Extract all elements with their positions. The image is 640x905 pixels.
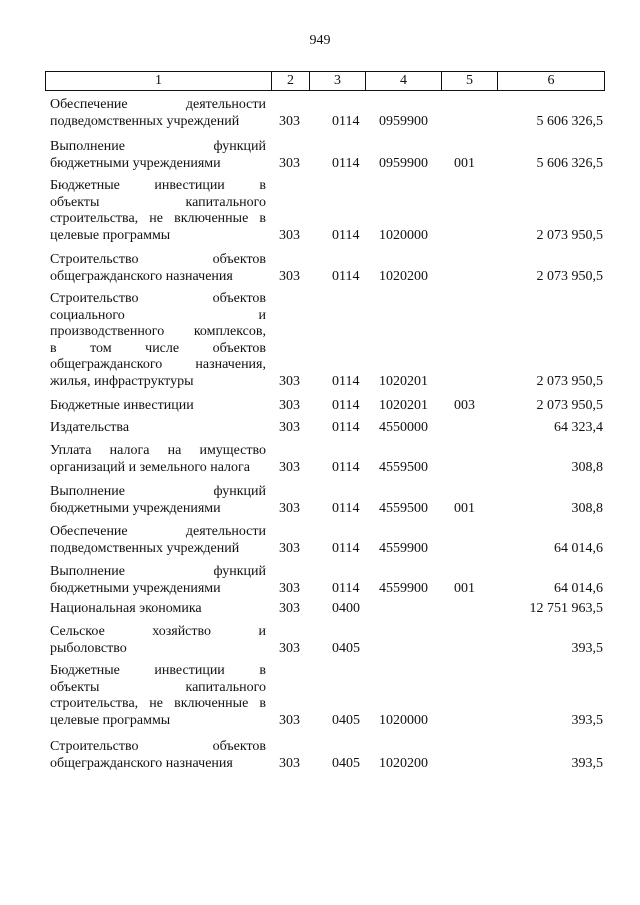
cell-col-5: 001: [454, 500, 475, 516]
cell-col-4: 4559500: [379, 500, 428, 516]
cell-col-6: 2 073 950,5: [536, 398, 603, 413]
description-line: социального и: [50, 307, 266, 323]
cell-col-4: 0959900: [379, 113, 428, 129]
cell-col-3: 0114: [332, 155, 360, 171]
description-line: подведомственных учреждений: [50, 540, 240, 556]
cell-col-2: 303: [279, 601, 300, 616]
description-line: подведомственных учреждений: [50, 113, 240, 129]
description-line: объекты капитального: [50, 679, 266, 695]
cell-col-2: 303: [279, 373, 300, 389]
description-line: строительства, не включенные в: [50, 696, 266, 711]
row-description: [50, 484, 266, 517]
cell-col-3: 0114: [332, 420, 360, 435]
description-line: Выполнение функций: [50, 564, 266, 579]
description-line: производственного комплексов,: [50, 324, 266, 339]
row-description: [50, 524, 266, 557]
cell-col-6: 5 606 326,5: [536, 113, 603, 129]
row-description: [50, 663, 266, 729]
cell-col-2: 303: [279, 580, 300, 596]
cell-col-2: 303: [279, 540, 300, 556]
header-col-3: 3: [309, 72, 365, 90]
cell-col-3: 0114: [332, 540, 360, 556]
description-line: целевые программы: [50, 227, 171, 243]
cell-col-2: 303: [279, 227, 300, 243]
cell-col-3: 0405: [332, 712, 360, 728]
cell-col-6: 2 073 950,5: [536, 227, 603, 243]
cell-col-3: 0114: [332, 500, 360, 516]
cell-col-5: 003: [454, 398, 475, 413]
cell-col-6: 5 606 326,5: [536, 155, 603, 171]
cell-col-3: 0400: [332, 601, 360, 616]
cell-col-3: 0114: [332, 398, 360, 413]
row-description: [50, 398, 266, 415]
description-line: Бюджетные инвестиции: [50, 398, 194, 413]
header-col-5: 5: [441, 72, 497, 90]
row-description: [50, 739, 266, 772]
row-description: [50, 97, 266, 130]
cell-col-5: 001: [454, 155, 475, 171]
cell-col-6: 393,5: [571, 755, 603, 771]
cell-col-6: 64 014,6: [554, 580, 603, 596]
cell-col-2: 303: [279, 113, 300, 129]
description-line: общегражданского назначения: [50, 755, 233, 771]
cell-col-6: 308,8: [571, 459, 603, 475]
cell-col-6: 393,5: [571, 712, 603, 728]
row-description: [50, 564, 266, 597]
cell-col-6: 393,5: [571, 640, 603, 656]
row-description: [50, 601, 266, 618]
cell-col-2: 303: [279, 500, 300, 516]
cell-col-4: 1020201: [379, 373, 428, 389]
description-line: Сельское хозяйство и: [50, 624, 266, 639]
description-line: общегражданского назначения: [50, 268, 233, 284]
description-line: Уплата налога на имущество: [50, 443, 266, 458]
cell-col-4: 4559900: [379, 580, 428, 596]
cell-col-5: 001: [454, 580, 475, 596]
cell-col-4: 1020201: [379, 398, 428, 413]
description-line: объекты капитального: [50, 194, 266, 210]
row-description: [50, 420, 266, 437]
cell-col-2: 303: [279, 640, 300, 656]
row-description: [50, 291, 266, 390]
cell-col-3: 0114: [332, 227, 360, 243]
row-description: [50, 624, 266, 657]
header-col-1: 1: [155, 73, 162, 88]
description-line: рыболовство: [50, 640, 127, 656]
description-line: бюджетными учреждениями: [50, 155, 221, 171]
description-line: Обеспечение деятельности: [50, 97, 266, 112]
cell-col-4: 1020000: [379, 227, 428, 243]
cell-col-4: 4559500: [379, 459, 428, 475]
description-line: бюджетными учреждениями: [50, 500, 221, 516]
description-line: жилья, инфраструктуры: [50, 373, 194, 389]
cell-col-3: 0114: [332, 580, 360, 596]
description-line: Выполнение функций: [50, 139, 266, 154]
description-line: Обеспечение деятельности: [50, 524, 266, 539]
cell-col-4: 4559900: [379, 540, 428, 556]
cell-col-4: 4550000: [379, 420, 428, 435]
cell-col-3: 0405: [332, 755, 360, 771]
cell-col-3: 0114: [332, 459, 360, 475]
description-line: строительства, не включенные в: [50, 211, 266, 226]
cell-col-3: 0405: [332, 640, 360, 656]
cell-col-4: 1020200: [379, 755, 428, 771]
cell-col-2: 303: [279, 712, 300, 728]
description-line: организаций и земельного налога: [50, 459, 250, 475]
header-col-4: 4: [365, 72, 441, 90]
description-line: Национальная экономика: [50, 601, 202, 616]
header-col-2: 2: [271, 72, 309, 90]
description-line: общегражданского назначения,: [50, 357, 266, 372]
cell-col-2: 303: [279, 398, 300, 413]
cell-col-4: 0959900: [379, 155, 428, 171]
description-line: Строительство объектов: [50, 739, 266, 754]
row-description: [50, 443, 266, 476]
cell-col-6: 308,8: [571, 500, 603, 516]
cell-col-3: 0114: [332, 268, 360, 284]
description-line: в том числе объектов: [50, 340, 266, 356]
cell-col-6: 2 073 950,5: [536, 268, 603, 284]
cell-col-2: 303: [279, 155, 300, 171]
cell-col-3: 0114: [332, 113, 360, 129]
cell-col-6: 12 751 963,5: [529, 601, 603, 616]
cell-col-2: 303: [279, 755, 300, 771]
description-line: Бюджетные инвестиции в: [50, 178, 266, 193]
description-line: Бюджетные инвестиции в: [50, 663, 266, 678]
cell-col-2: 303: [279, 268, 300, 284]
page-number: 949: [309, 33, 331, 48]
cell-col-4: 1020200: [379, 268, 428, 284]
cell-col-3: 0114: [332, 373, 360, 389]
cell-col-4: 1020000: [379, 712, 428, 728]
table-header-row: [45, 71, 605, 91]
row-description: [50, 252, 266, 285]
cell-col-2: 303: [279, 459, 300, 475]
header-col-6: 6: [497, 72, 604, 90]
description-line: бюджетными учреждениями: [50, 580, 221, 596]
row-description: [50, 139, 266, 172]
description-line: целевые программы: [50, 712, 171, 728]
cell-col-2: 303: [279, 420, 300, 435]
description-line: Строительство объектов: [50, 291, 266, 306]
row-description: [50, 178, 266, 244]
cell-col-6: 2 073 950,5: [536, 373, 603, 389]
description-line: Выполнение функций: [50, 484, 266, 499]
cell-col-6: 64 014,6: [554, 540, 603, 556]
cell-col-6: 64 323,4: [554, 420, 603, 435]
description-line: Строительство объектов: [50, 252, 266, 267]
description-line: Издательства: [50, 420, 130, 435]
